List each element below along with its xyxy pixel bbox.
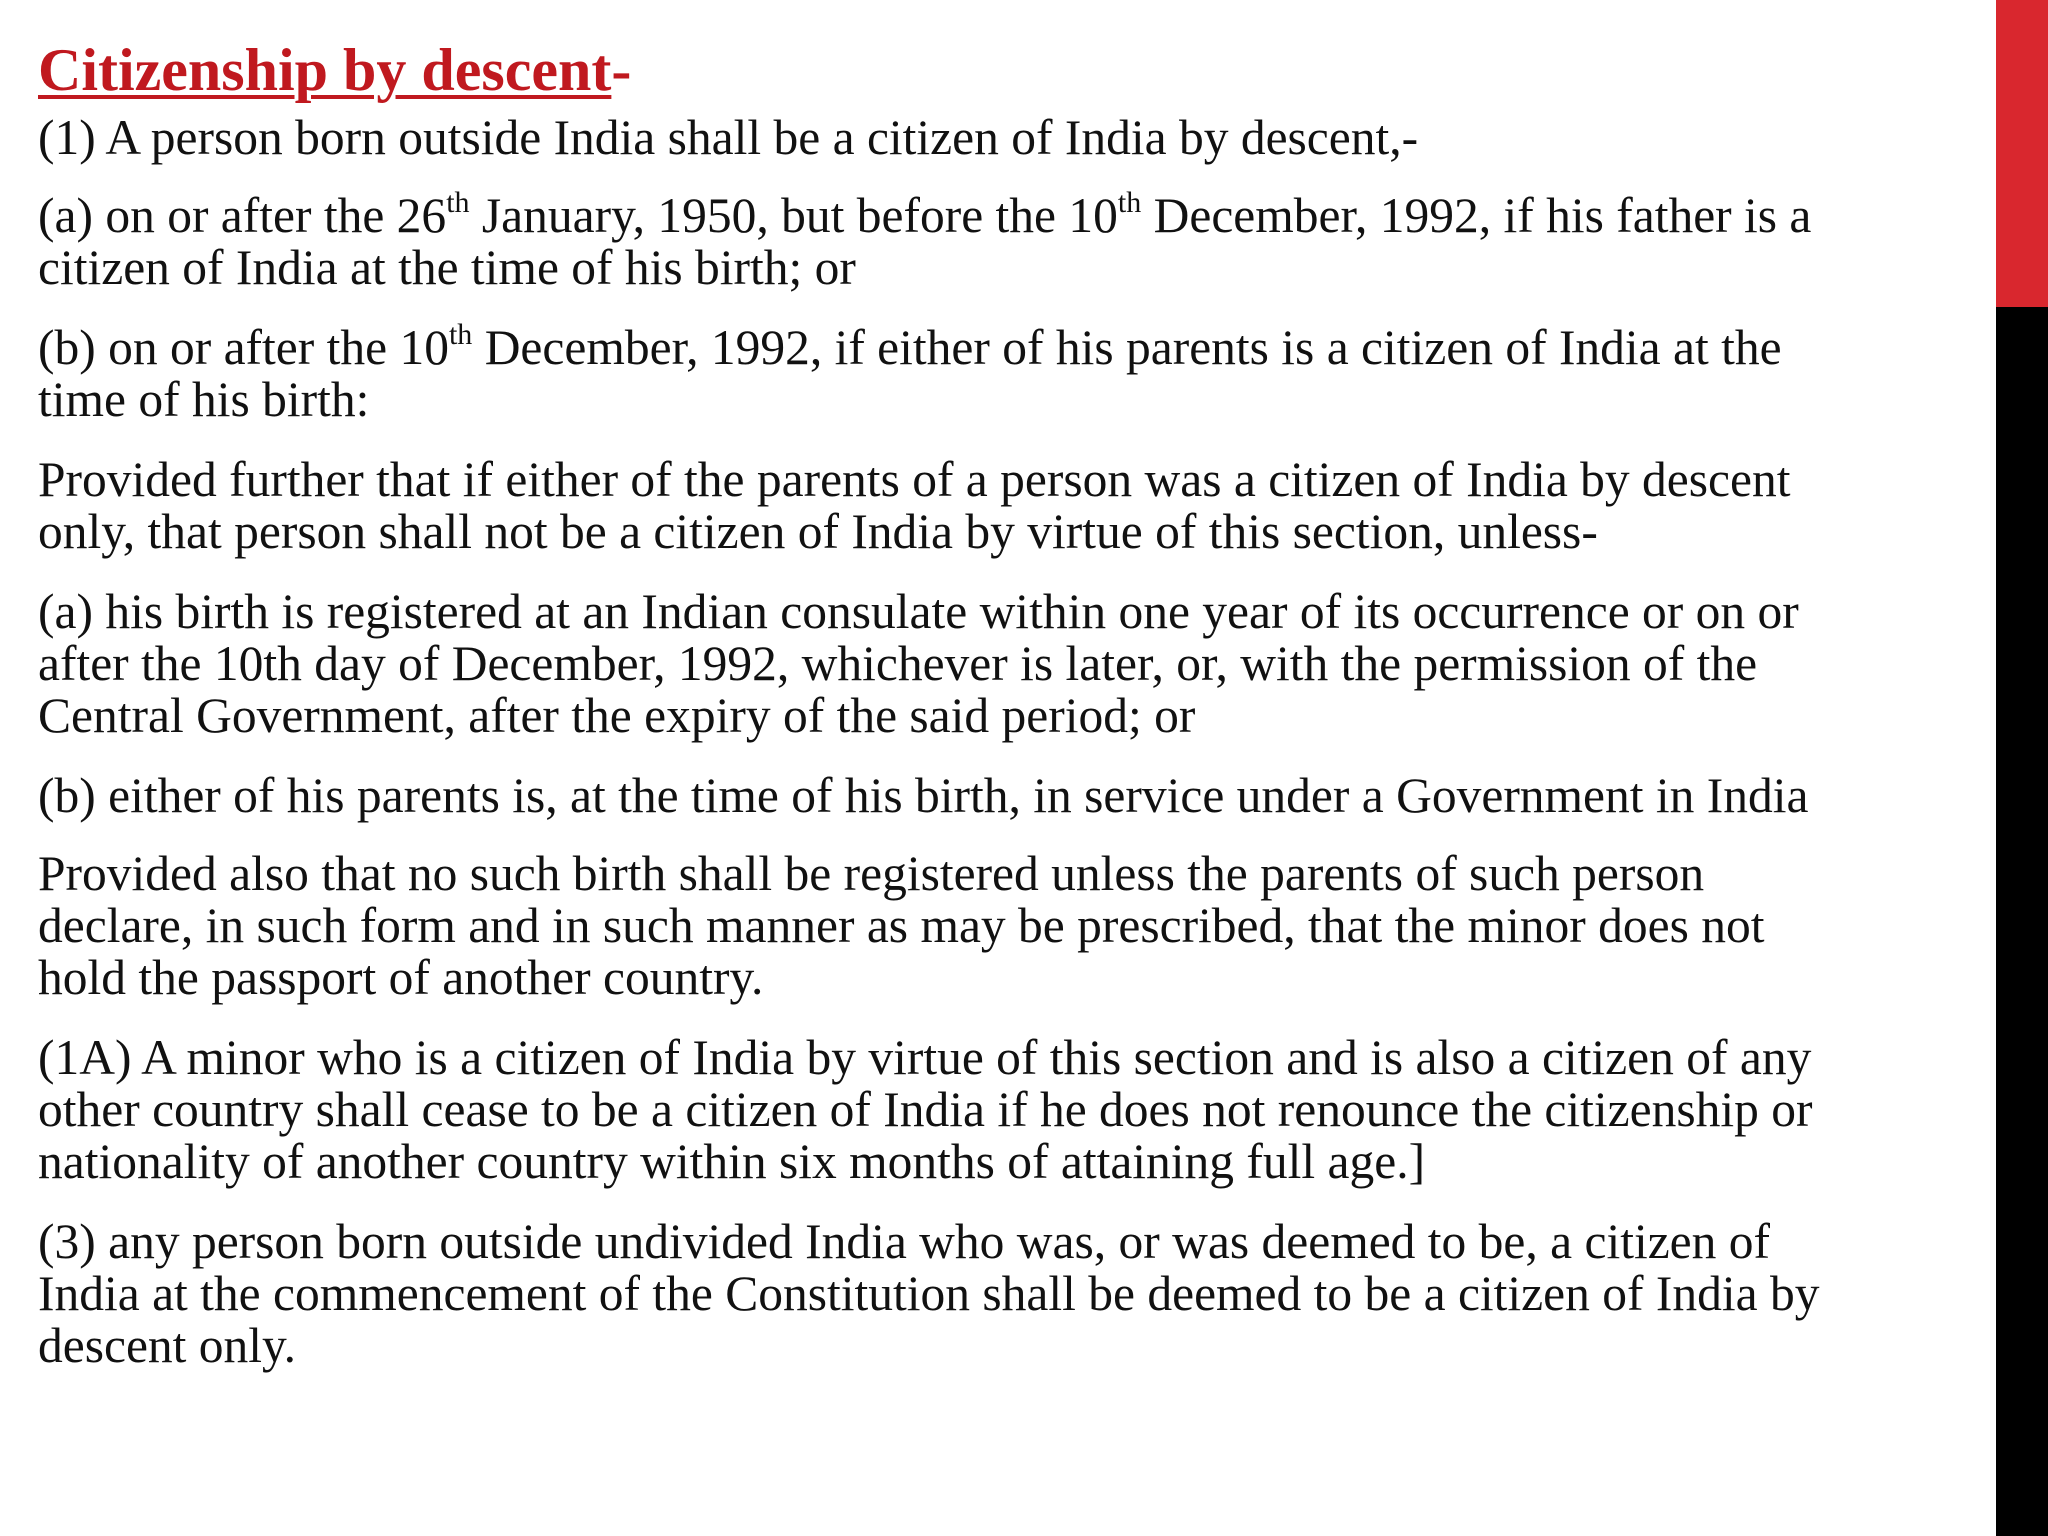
slide-title <box>38 36 1988 104</box>
paragraph-3-line-2: time of his birth: <box>38 372 370 427</box>
slide-content <box>38 36 1988 1400</box>
paragraph-5-line-1: (a) his birth is registered at an Indian consulate within one year of its occurrence or on or <box>38 584 1799 639</box>
paragraph-1-text: (1) A person born outside India shall be a citizen of India by descent,- <box>38 110 1419 165</box>
paragraph-7-line-1: Provided also that no such birth shall be registered unless the parents of such person <box>38 846 1705 901</box>
paragraph-2-text-part: (a) on or after the 26 <box>38 188 447 243</box>
superscript: th <box>448 318 473 351</box>
side-accent-bar <box>1996 0 2048 1536</box>
paragraph-2-text-part: December, 1992, if his father is a <box>1141 188 1812 243</box>
slide-title-suffix: - <box>611 37 632 103</box>
slide-title-text: Citizenship by descent <box>38 37 612 103</box>
paragraph-5-line-2: after the 10th day of December, 1992, whichever is later, or, with the permission of the <box>38 636 1758 691</box>
paragraph-5-line-3: Central Government, after the expiry of the said period; or <box>38 688 1196 743</box>
paragraph-3 <box>38 318 1988 427</box>
paragraph-7 <box>38 848 1988 1004</box>
paragraph-5 <box>38 586 1988 742</box>
paragraph-3-text-part: December, 1992, if either of his parents is a citizen of India at the <box>472 320 1782 375</box>
paragraph-4 <box>38 454 1988 558</box>
side-accent-red-segment <box>1996 0 2048 307</box>
paragraph-2-line-1 <box>38 186 1988 243</box>
paragraph-8-line-1: (1A) A minor who is a citizen of India by virtue of this section and is also a citizen of any <box>38 1030 1812 1085</box>
paragraph-6-text: (b) either of his parents is, at the time of his birth, in service under a Government in India <box>38 768 1809 823</box>
paragraph-4-line-1: Provided further that if either of the parents of a person was a citizen of India by descent <box>38 452 1791 507</box>
paragraph-7-line-3: hold the passport of another country. <box>38 950 764 1005</box>
paragraph-9 <box>38 1216 1988 1372</box>
paragraph-1 <box>38 112 1988 164</box>
superscript: th <box>1117 186 1142 219</box>
paragraph-8-line-2: other country shall cease to be a citizen of India if he does not renounce the citizenship or <box>38 1082 1813 1137</box>
paragraph-3-line-1 <box>38 318 1988 375</box>
paragraph-2-line-2: citizen of India at the time of his birth; or <box>38 240 856 295</box>
paragraph-9-line-3: descent only. <box>38 1318 296 1373</box>
superscript: th <box>446 186 470 219</box>
paragraph-9-line-1: (3) any person born outside undivided India who was, or was deemed to be, a citizen of <box>38 1214 1771 1269</box>
paragraph-3-text-part: (b) on or after the 10 <box>38 320 449 375</box>
paragraph-8-line-3: nationality of another country within six months of attaining full age.] <box>38 1134 1426 1189</box>
paragraph-2-text-part: January, 1950, but before the 10 <box>469 188 1118 243</box>
paragraph-9-line-2: India at the commencement of the Constitution shall be deemed to be a citizen of India by <box>38 1266 1820 1321</box>
paragraph-4-line-2: only, that person shall not be a citizen of India by virtue of this section, unless- <box>38 504 1598 559</box>
paragraph-2 <box>38 186 1988 295</box>
paragraph-7-line-2: declare, in such form and in such manner as may be prescribed, that the minor does not <box>38 898 1765 953</box>
paragraph-8 <box>38 1032 1988 1188</box>
paragraph-6 <box>38 770 1988 822</box>
